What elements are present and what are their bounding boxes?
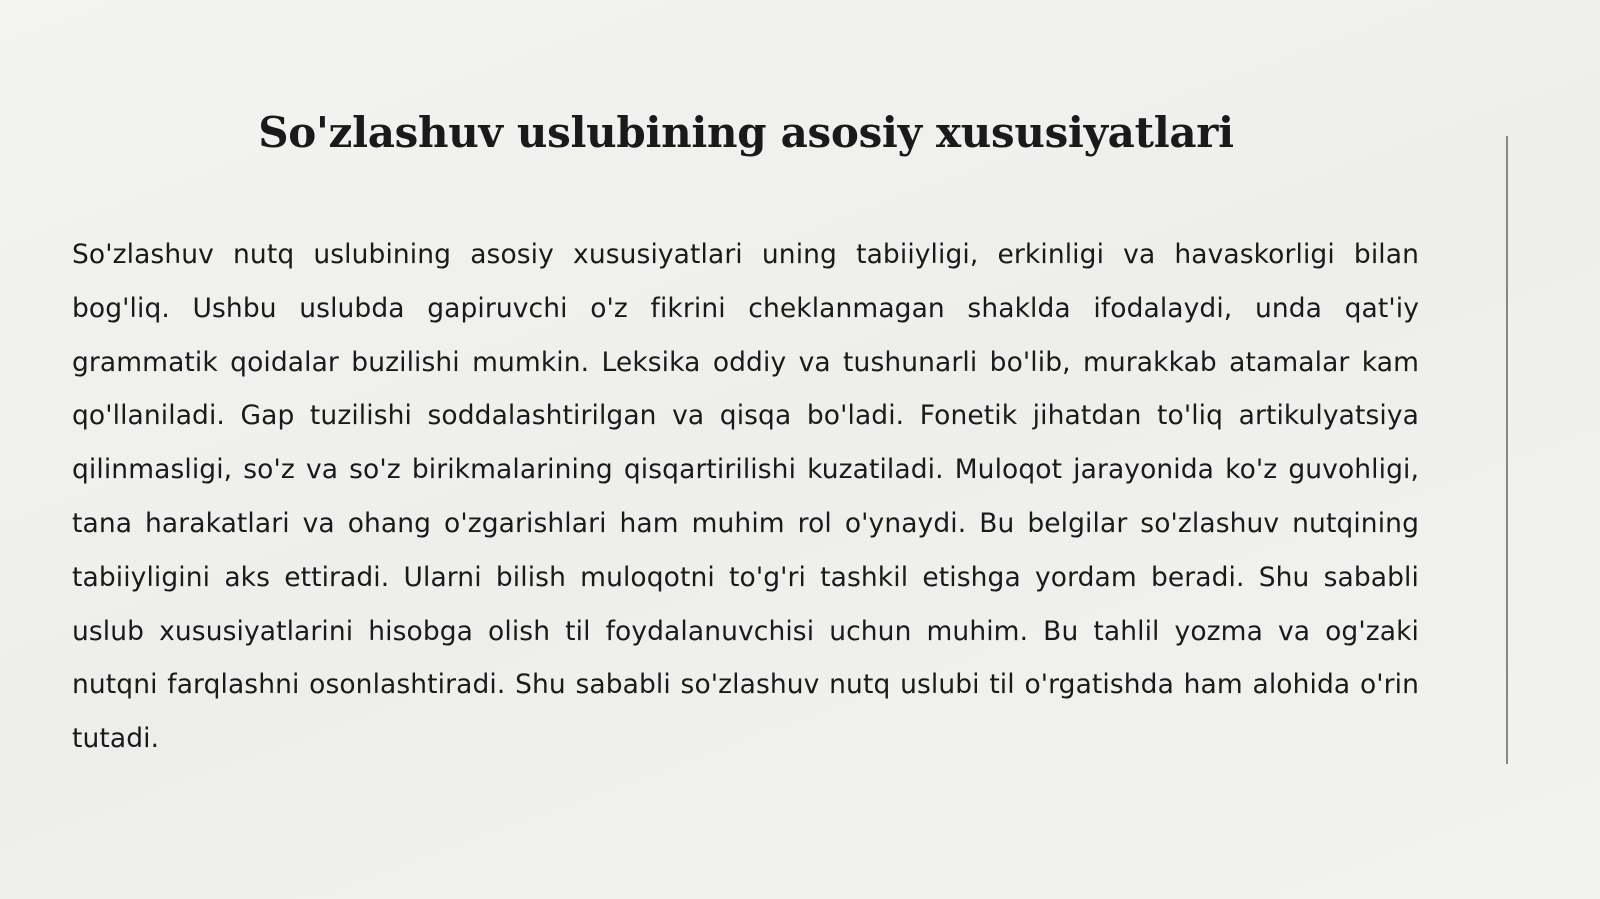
slide-body-text: So'zlashuv nutq uslubining asosiy xususiyatlari uning tabiiyligi, erkinligi va havaskorligi bilan bog'liq. Ushbu uslubda gapiruvchi o'z fikrini cheklanmagan shaklda ifodalaydi, unda qat'iy grammatik qoidalar buzilishi mumkin. Leksika oddiy va tushunarli bo'lib, murakkab atamalar kam qo'llaniladi. Gap tuzilishi soddalashtirilgan va qisqa bo'ladi. Fonetik jihatdan to'liq artikulyatsiya qilinmasligi, so'z va so'z birikmalarining qisqartirilishi kuzatiladi. Muloqot jarayonida ko'z guvohligi, tana harakatlari va ohang o'zgarishlari ham muhim rol o'ynaydi. Bu belgilar so'zlashuv nutqining tabiiyligini aks ettiradi. Ularni bilish muloqotni to'g'ri tashkil etishga yordam beradi. Shu sababli uslub xususiyatlarini hisobga olish til foydalanuvchisi uchun muhim. Bu tahlil yozma va og'zaki nutqni farqlashni osonlashtiradi. Shu sababli so'zlashuv nutq uslubi til o'rgatishda ham alohida o'rin tutadi. [72, 239, 1419, 755]
slide-title: So'zlashuv uslubining asosiy xususiyatlari [258, 108, 1234, 157]
vertical-divider [1506, 136, 1508, 764]
